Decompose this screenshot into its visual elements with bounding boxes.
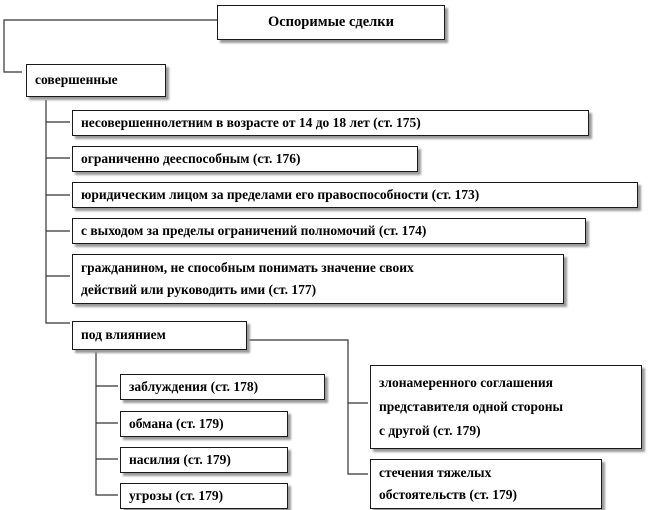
minor-box	[72, 110, 589, 136]
hard-circumstances-box	[370, 459, 602, 509]
authority-limits-box	[72, 218, 586, 244]
limited-capacity-label: ограниченно дееспособным (ст. 176)	[81, 151, 301, 166]
title-box	[217, 5, 445, 40]
influence-box	[72, 321, 247, 350]
legal-entity-label: юридическим лицом за пределами его правоспособности (ст. 173)	[81, 187, 480, 202]
error-label: заблуждения (ст. 178)	[129, 379, 259, 394]
incapable-citizen-line-2: действий или руководить ими (ст. 177)	[81, 282, 317, 297]
violence-label: насилия (ст. 179)	[129, 452, 231, 467]
violence-box	[120, 447, 288, 473]
hard-circumstances-line-2: обстоятельств (ст. 179)	[379, 487, 517, 502]
legal-entity-box	[72, 182, 638, 208]
malicious-agreement-line-3: с другой (ст. 179)	[379, 423, 481, 438]
authority-limits-label: с выходом за пределы ограничений полномочий (ст. 174)	[81, 223, 427, 238]
incapable-citizen-line-1: гражданином, не способным понимать значение своих	[81, 260, 414, 275]
malicious-agreement-line-1: злонамеренного соглашения	[379, 375, 553, 390]
fraud-box	[120, 411, 288, 437]
malicious-agreement-box	[370, 365, 642, 449]
influence-label: под влиянием	[81, 327, 166, 342]
threat-label: угрозы (ст. 179)	[129, 488, 224, 503]
incapable-citizen-box	[72, 254, 564, 304]
malicious-agreement-line-2: представителя одной стороны	[379, 399, 564, 414]
minor-label: несовершеннолетним в возрасте от 14 до 18 лет (ст. 175)	[81, 115, 421, 130]
fraud-label: обмана (ст. 179)	[129, 416, 224, 431]
root-box	[26, 64, 166, 97]
threat-box	[120, 483, 288, 509]
limited-capacity-box	[72, 146, 418, 172]
title-label: Оспоримые сделки	[267, 14, 395, 30]
hard-circumstances-line-1: стечения тяжелых	[379, 465, 492, 480]
error-box	[120, 374, 325, 400]
root-label: совершенные	[35, 72, 118, 87]
